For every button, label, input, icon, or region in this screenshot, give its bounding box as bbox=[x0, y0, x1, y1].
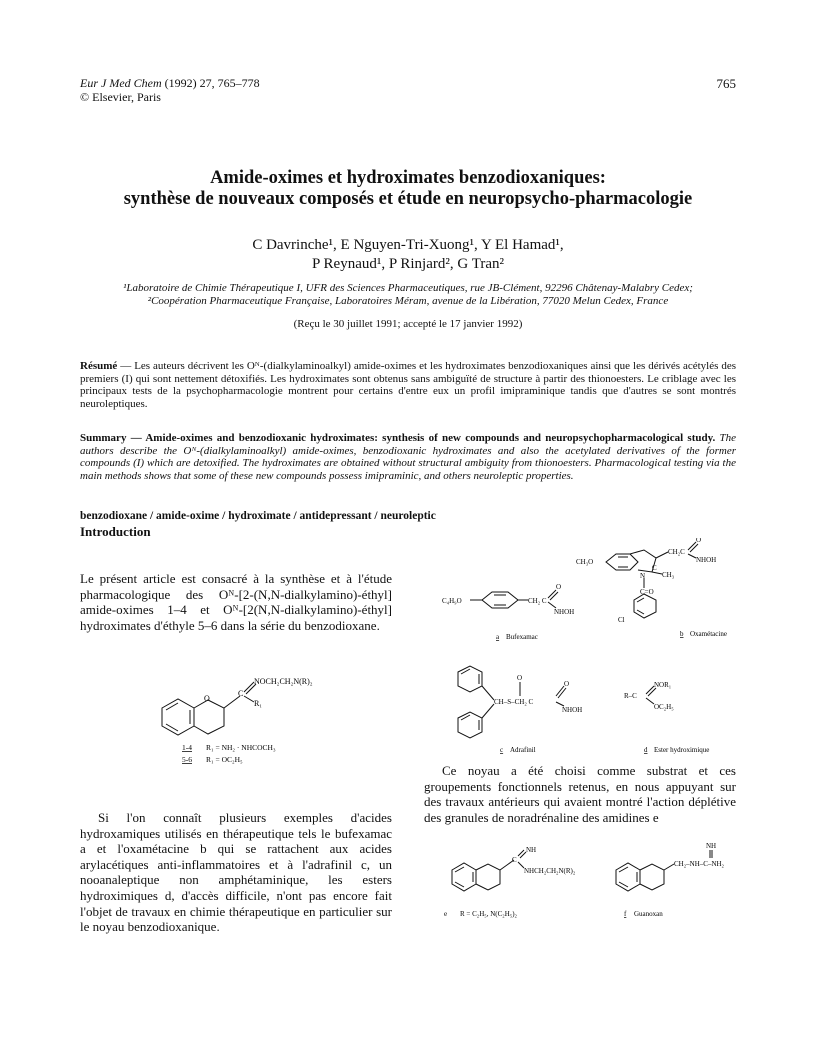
structure-a-bufexamac bbox=[440, 572, 580, 644]
c-nhoh: NHOH bbox=[562, 706, 583, 714]
journal-name: Eur J Med Chem bbox=[80, 76, 162, 90]
keywords: benzodioxane / amide-oxime / hydroximate / antidepressant / neuroleptic bbox=[80, 510, 436, 522]
main-c-label: C bbox=[238, 689, 244, 698]
structure-f-guanoxan bbox=[604, 840, 744, 922]
b-name: Oxamétacine bbox=[690, 630, 727, 638]
structure-c-adrafinil bbox=[440, 660, 610, 758]
authors-line-2: P Reynaud¹, P Rinjard², G Tran² bbox=[312, 256, 504, 272]
journal-volume: (1992) 27, 765–778 bbox=[161, 76, 260, 90]
b-methoxy: CH₃O bbox=[576, 558, 594, 566]
affiliations bbox=[60, 282, 756, 308]
c-oxygen: O bbox=[564, 680, 570, 688]
summary-text: The authors describe the Oᴺ-(dialkylaminoalkyl) amide-oximes, benzodioxanic hydroximates and also the acetylated derivatives of the former compounds (I) which are detoxified. The hydroximates are obtained without structural ambiguity from thionoesters. Pharmacological testing via the main methods shows that some of these new compounds possess imipraminic, and others neuroleptic properties. bbox=[80, 432, 737, 482]
d-r: R–C bbox=[624, 692, 637, 700]
authors bbox=[60, 236, 756, 274]
affiliation-1: ¹Laboratoire de Chimie Thérapeutique I, UFR des Sciences Pharmaceutiques, rue JB-Clément, 92296 Châtenay-Malabry Cedex; bbox=[123, 282, 693, 294]
title-line-1: Amide-oximes et hydroximates benzodioxaniques: bbox=[210, 168, 606, 188]
d-nor: NOR₁ bbox=[654, 681, 672, 689]
b-label: b bbox=[680, 630, 684, 638]
intro-paragraph-1: Le présent article est consacré à la synthèse et à l'étude pharmacologique des Oᴺ-[2-(N,N-dialkylamino)-éthyl] amide-oximes 1–4 et Oᴺ-[2(N,N-dialkylamino)-éthyl] hydroximates d'éthyle 5–6 dans la série du benzodioxane. bbox=[80, 571, 392, 633]
resume-abstract bbox=[80, 360, 736, 410]
summary-abstract bbox=[80, 432, 736, 482]
journal-citation bbox=[80, 76, 260, 104]
main-r1: R₁ bbox=[254, 699, 263, 708]
e-chain: NHCH₂CH₂N(R)₂ bbox=[524, 867, 576, 875]
article-title bbox=[60, 168, 756, 210]
e-imine: NH bbox=[526, 846, 537, 854]
page-number: 765 bbox=[716, 76, 736, 91]
main-legend-2-num: 5-6 bbox=[182, 755, 192, 764]
e-legend: R = C₂H₅, N(C₂H₅)₂ bbox=[460, 910, 517, 918]
title-line-2: synthèse de nouveaux composés et étude en neuropsycho-pharmacologie bbox=[123, 189, 693, 209]
b-carbonyl: C=O bbox=[640, 588, 654, 596]
main-legend-1: R₁ = NH₂ · NHCOCH₃ bbox=[206, 743, 276, 752]
main-o-label: O bbox=[204, 694, 210, 703]
a-name: Bufexamac bbox=[506, 633, 538, 641]
a-oxygen: O bbox=[556, 583, 562, 591]
intro-paragraph-2: Si l'on connaît plusieurs exemples d'acides hydroxamiques utilisés en thérapeutique tels le bufexamac a et l'oxamétacine b qui se rattachent aux acides arylacétiques anti-inflammatoires et à l'adrafinil c, un nooanaleptique non amphétaminique, les esters hydroximiques d, d'accès difficile, n'ont pas encore fait l'objet de travaux en chimie thérapeutique en particulier sur le noyau benzodioxanique. bbox=[80, 810, 392, 935]
authors-line-1: C Davrinche¹, E Nguyen-Tri-Xuong¹, Y El Hamad¹, bbox=[252, 237, 564, 253]
b-nitrogen: N bbox=[640, 572, 646, 580]
affiliation-2: ²Coopération Pharmaceutique Française, Laboratoires Méram, avenue de la Libération, 77020 Melun Cedex, France bbox=[147, 295, 669, 307]
structure-e-amidine bbox=[440, 840, 610, 922]
d-name: Ester hydroximique bbox=[654, 746, 710, 754]
c-sulfoxide-o: O bbox=[517, 674, 523, 682]
resume-label: Résumé bbox=[80, 360, 118, 372]
a-chain: CH₂ C bbox=[528, 597, 547, 605]
received-dates: (Reçu le 30 juillet 1991; accepté le 17 janvier 1992) bbox=[293, 318, 523, 330]
main-legend-1-num: 1-4 bbox=[182, 743, 192, 752]
summary-label: Summary — Amide-oximes and benzodioxanic hydroximates: synthesis of new compounds and neuropsychopharmacological study. bbox=[80, 432, 716, 444]
d-label: d bbox=[644, 746, 648, 754]
c-label: c bbox=[500, 746, 504, 754]
b-oxygen: O bbox=[696, 538, 702, 544]
structure-d-ester-hydroximique bbox=[620, 676, 740, 756]
b-chain: CH₂C bbox=[668, 548, 685, 556]
f-label: f bbox=[624, 910, 627, 918]
b-nhoh: NHOH bbox=[696, 556, 717, 564]
b-chloro: Cl bbox=[618, 616, 625, 624]
structure-b-oxametacine bbox=[572, 538, 742, 644]
structure-benzodioxane-main bbox=[150, 672, 340, 772]
c-chain: CH–S–CH₂ C bbox=[494, 698, 534, 706]
resume-text: — Les auteurs décrivent les Oᴺ-(dialkylaminoalkyl) amide-oximes et les hydroximates benzodioxaniques ainsi que les dérivés acétylés des premiers (I) qui sont nettement détoxifiés. Les hydroximates sont obtenus sans ambiguïté de structure à partir des thionoesters. Le criblage avec les principaux tests de la psychopharmacologie montrent pour certains d'entre eux un profil imipraminique tandis que d'autres se sont montrés neuroleptiques. bbox=[80, 360, 736, 410]
main-legend-2: R₁ = OC₂H₅ bbox=[206, 755, 243, 764]
section-heading-introduction: Introduction bbox=[80, 524, 151, 539]
a-nhoh: NHOH bbox=[554, 608, 575, 616]
main-substituent: NOCH₂CH₂N(R)₂ bbox=[254, 677, 313, 686]
e-label: e bbox=[444, 910, 448, 918]
a-label: a bbox=[496, 633, 500, 641]
intro-paragraph-3: Ce noyau a été choisi comme substrat et ces groupements fonctionnels retenus, en nous appuyant sur des travaux antérieurs qui avaient montré l'action déplétive des granules de noradrénaline des amidines e bbox=[424, 763, 736, 825]
b-ch3: CH₃ bbox=[662, 571, 675, 579]
f-name: Guanoxan bbox=[634, 910, 663, 918]
f-imine: NH bbox=[706, 842, 717, 850]
e-c-label: C bbox=[512, 856, 517, 864]
d-ethoxy: OC₂H₅ bbox=[654, 703, 674, 711]
b-ring-c: C bbox=[652, 564, 657, 572]
c-name: Adrafinil bbox=[510, 746, 536, 754]
publisher: © Elsevier, Paris bbox=[80, 90, 161, 104]
a-butoxy: C₄H₉O bbox=[442, 597, 462, 605]
f-chain: CH₂–NH–C–NH₂ bbox=[674, 860, 724, 868]
